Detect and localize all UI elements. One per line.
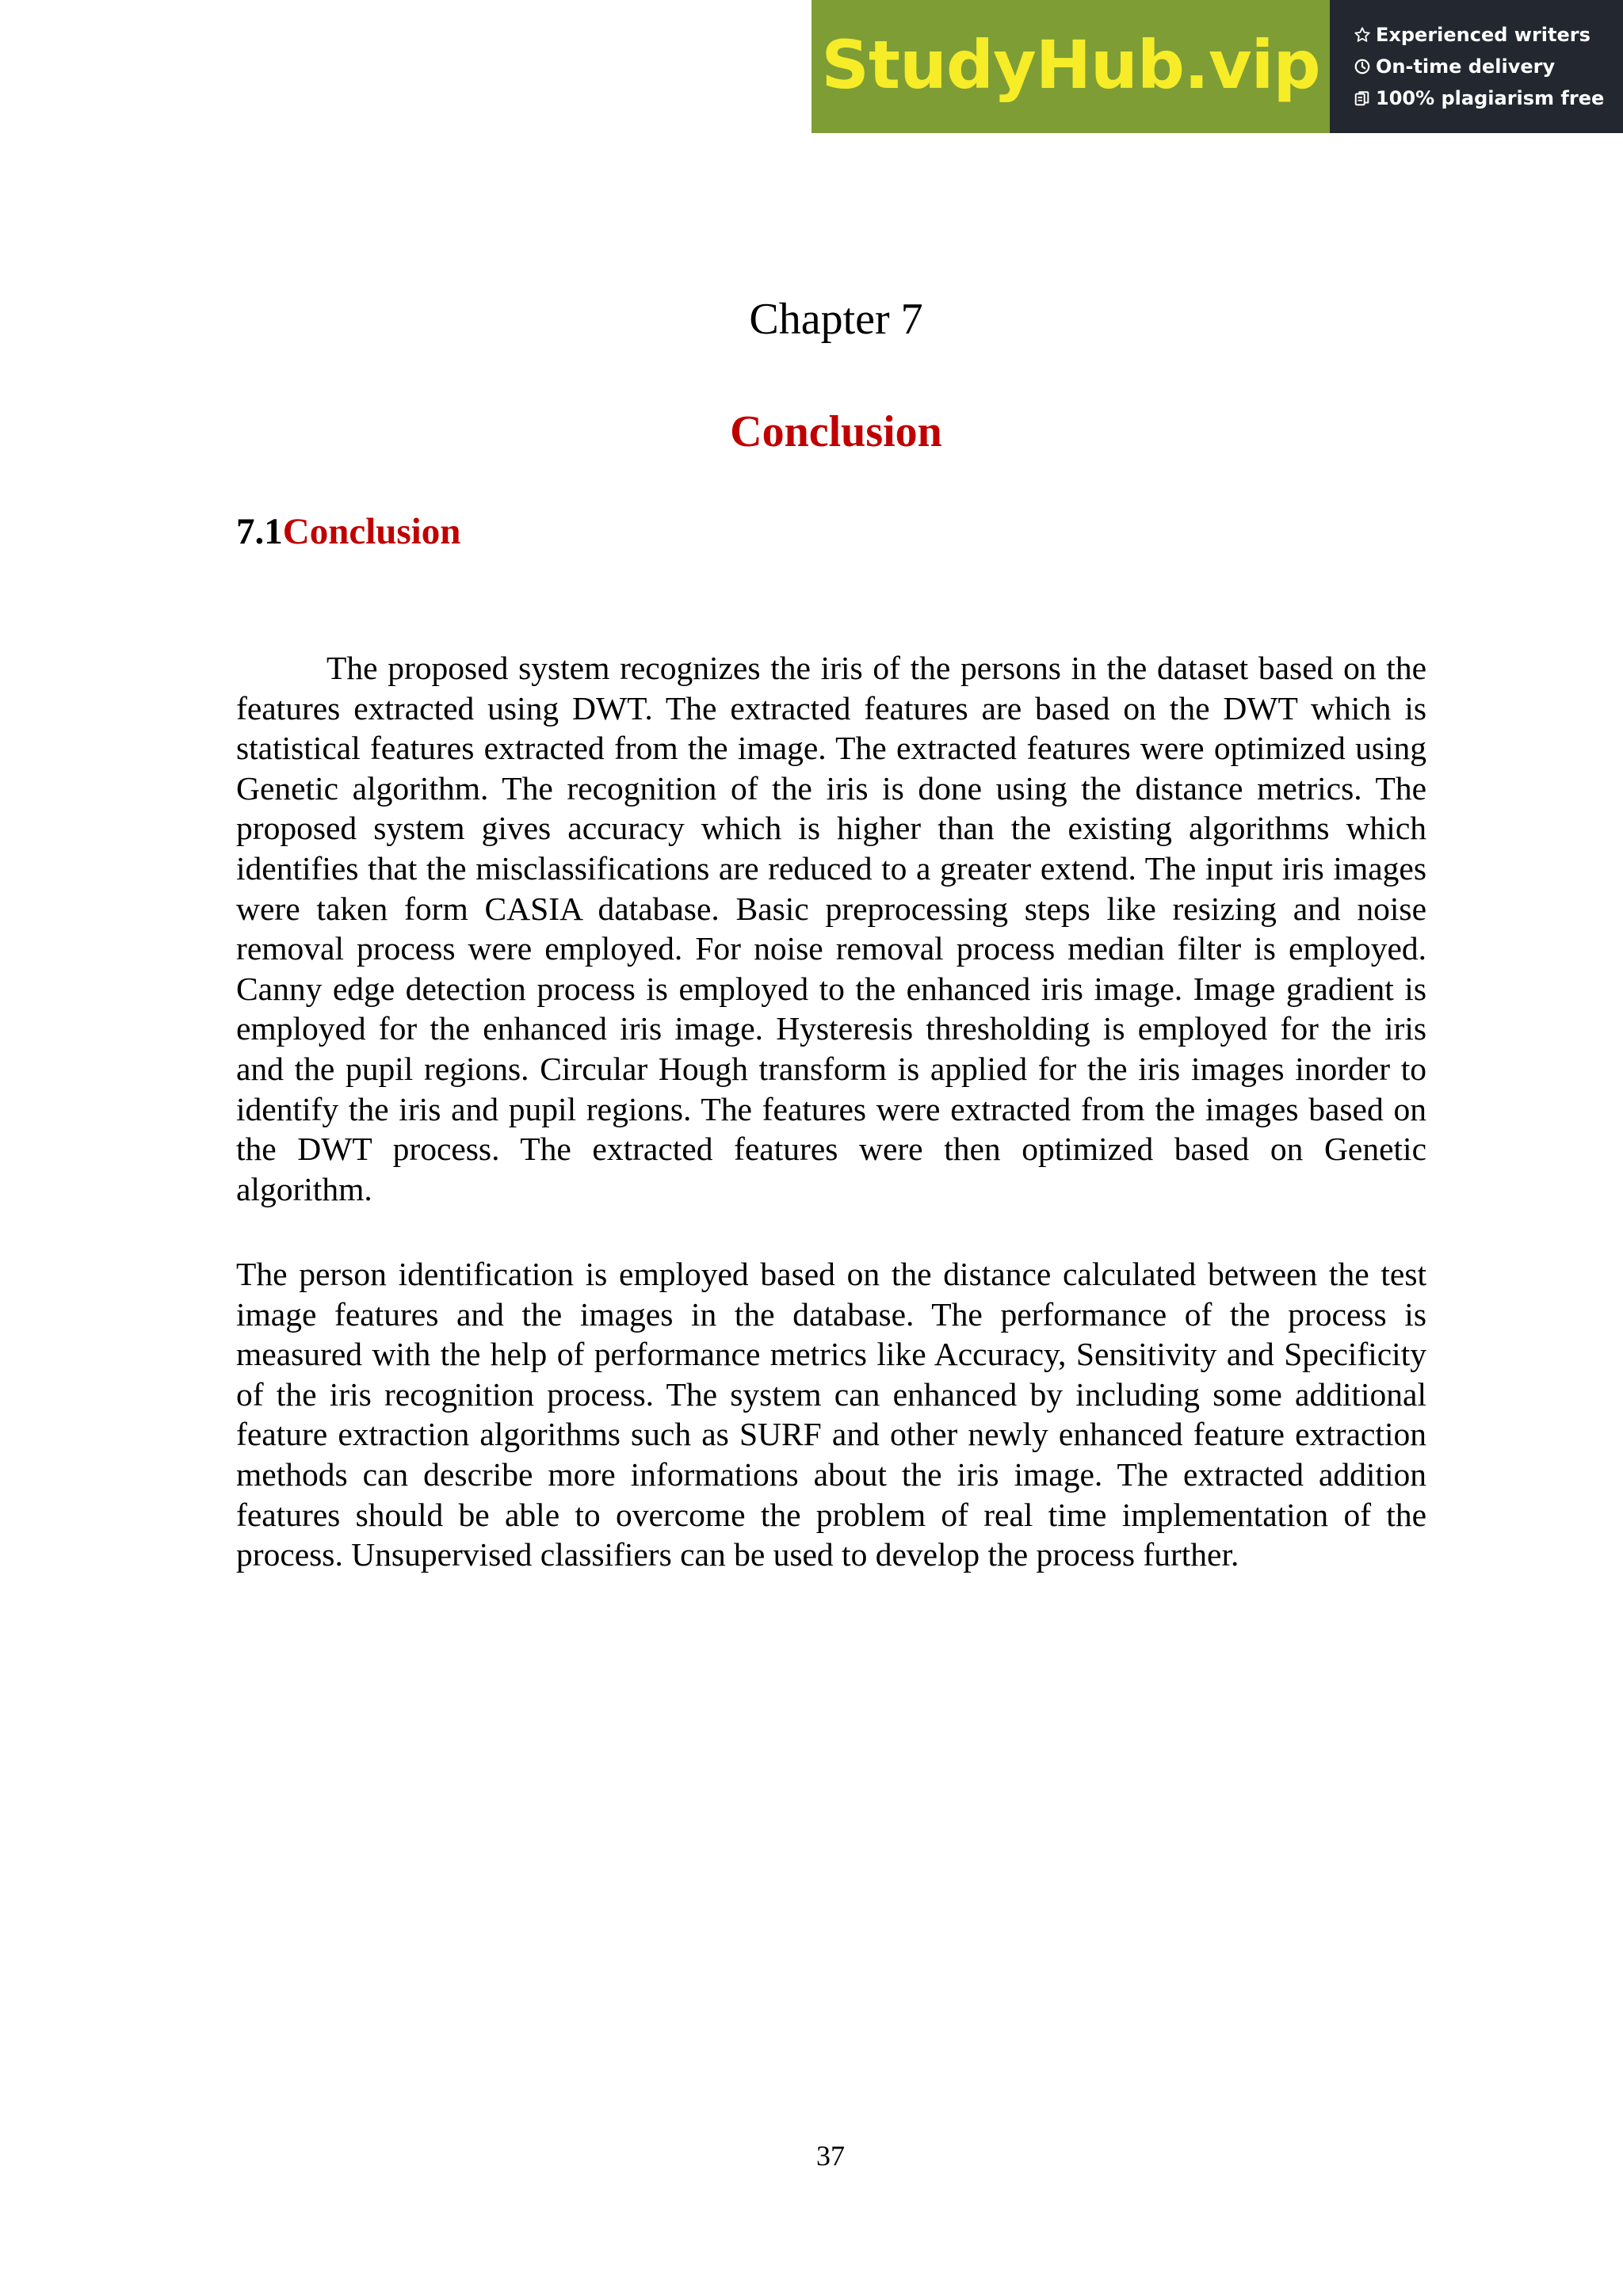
studyhub-banner[interactable] — [812, 0, 1623, 133]
section-heading — [236, 504, 460, 559]
page-number: 37 — [816, 2140, 845, 2172]
clock-icon — [1354, 58, 1371, 75]
chapter-label: Chapter 7 — [749, 295, 923, 344]
paragraph: The person identification is employed based on the distance calculated between the test image features and the images in the database. The performance of the process is measured with the help of performance metrics like Accuracy, Sensitivity and Specificity of the iris recognition process. The system can enhanced by including some additional feature extraction algorithms such as SURF and other newly enhanced feature extraction methods can describe more informations about the iris image. The extracted addition features should be able to overcome the problem of real time implementation of the process. Unsupervised classifiers can be used to develop the process further. — [236, 1256, 1426, 1573]
paragraph: The proposed system recognizes the iris of the persons in the dataset based on the features extracted using DWT. The extracted features are based on the DWT which is statistical features extracted from the image. The extracted features were optimized using Genetic algorithm. The recognition of the iris is done using the distance metrics. The proposed system gives accuracy which is higher than the existing algorithms which identifies that the misclassifications are reduced to a greater extend. The input iris images were taken form CASIA database. Basic preprocessing steps like resizing and noise removal process were employed. For noise removal process median filter is employed. Canny edge detection process is employed to the enhanced iris image. Image gradient is employed for the enhanced iris image. Hysteresis thresholding is employed for the iris and the pupil regions. Circular Hough transform is applied for the iris images inorder to identify the iris and pupil regions. The features were extracted from the images based on the DWT process. The extracted features were then optimized based on Genetic algorithm. — [236, 650, 1426, 1207]
feature-on-time-delivery — [1354, 53, 1623, 80]
feature-experienced-writers — [1354, 21, 1623, 48]
feature-label: 100% plagiarism free — [1376, 87, 1605, 109]
feature-label: Experienced writers — [1376, 24, 1591, 46]
banner-features-panel — [1330, 0, 1623, 133]
chapter-title: Conclusion — [730, 407, 942, 456]
feature-plagiarism-free — [1354, 85, 1623, 112]
banner-logo-panel[interactable] — [812, 0, 1330, 133]
studyhub-logo[interactable]: StudyHub.vip — [821, 26, 1320, 104]
section-number: 7.1 — [236, 511, 283, 552]
feature-label: On-time delivery — [1376, 55, 1556, 78]
star-icon — [1354, 26, 1371, 44]
document-copy-icon — [1354, 90, 1371, 107]
section-title: Conclusion — [282, 511, 461, 552]
